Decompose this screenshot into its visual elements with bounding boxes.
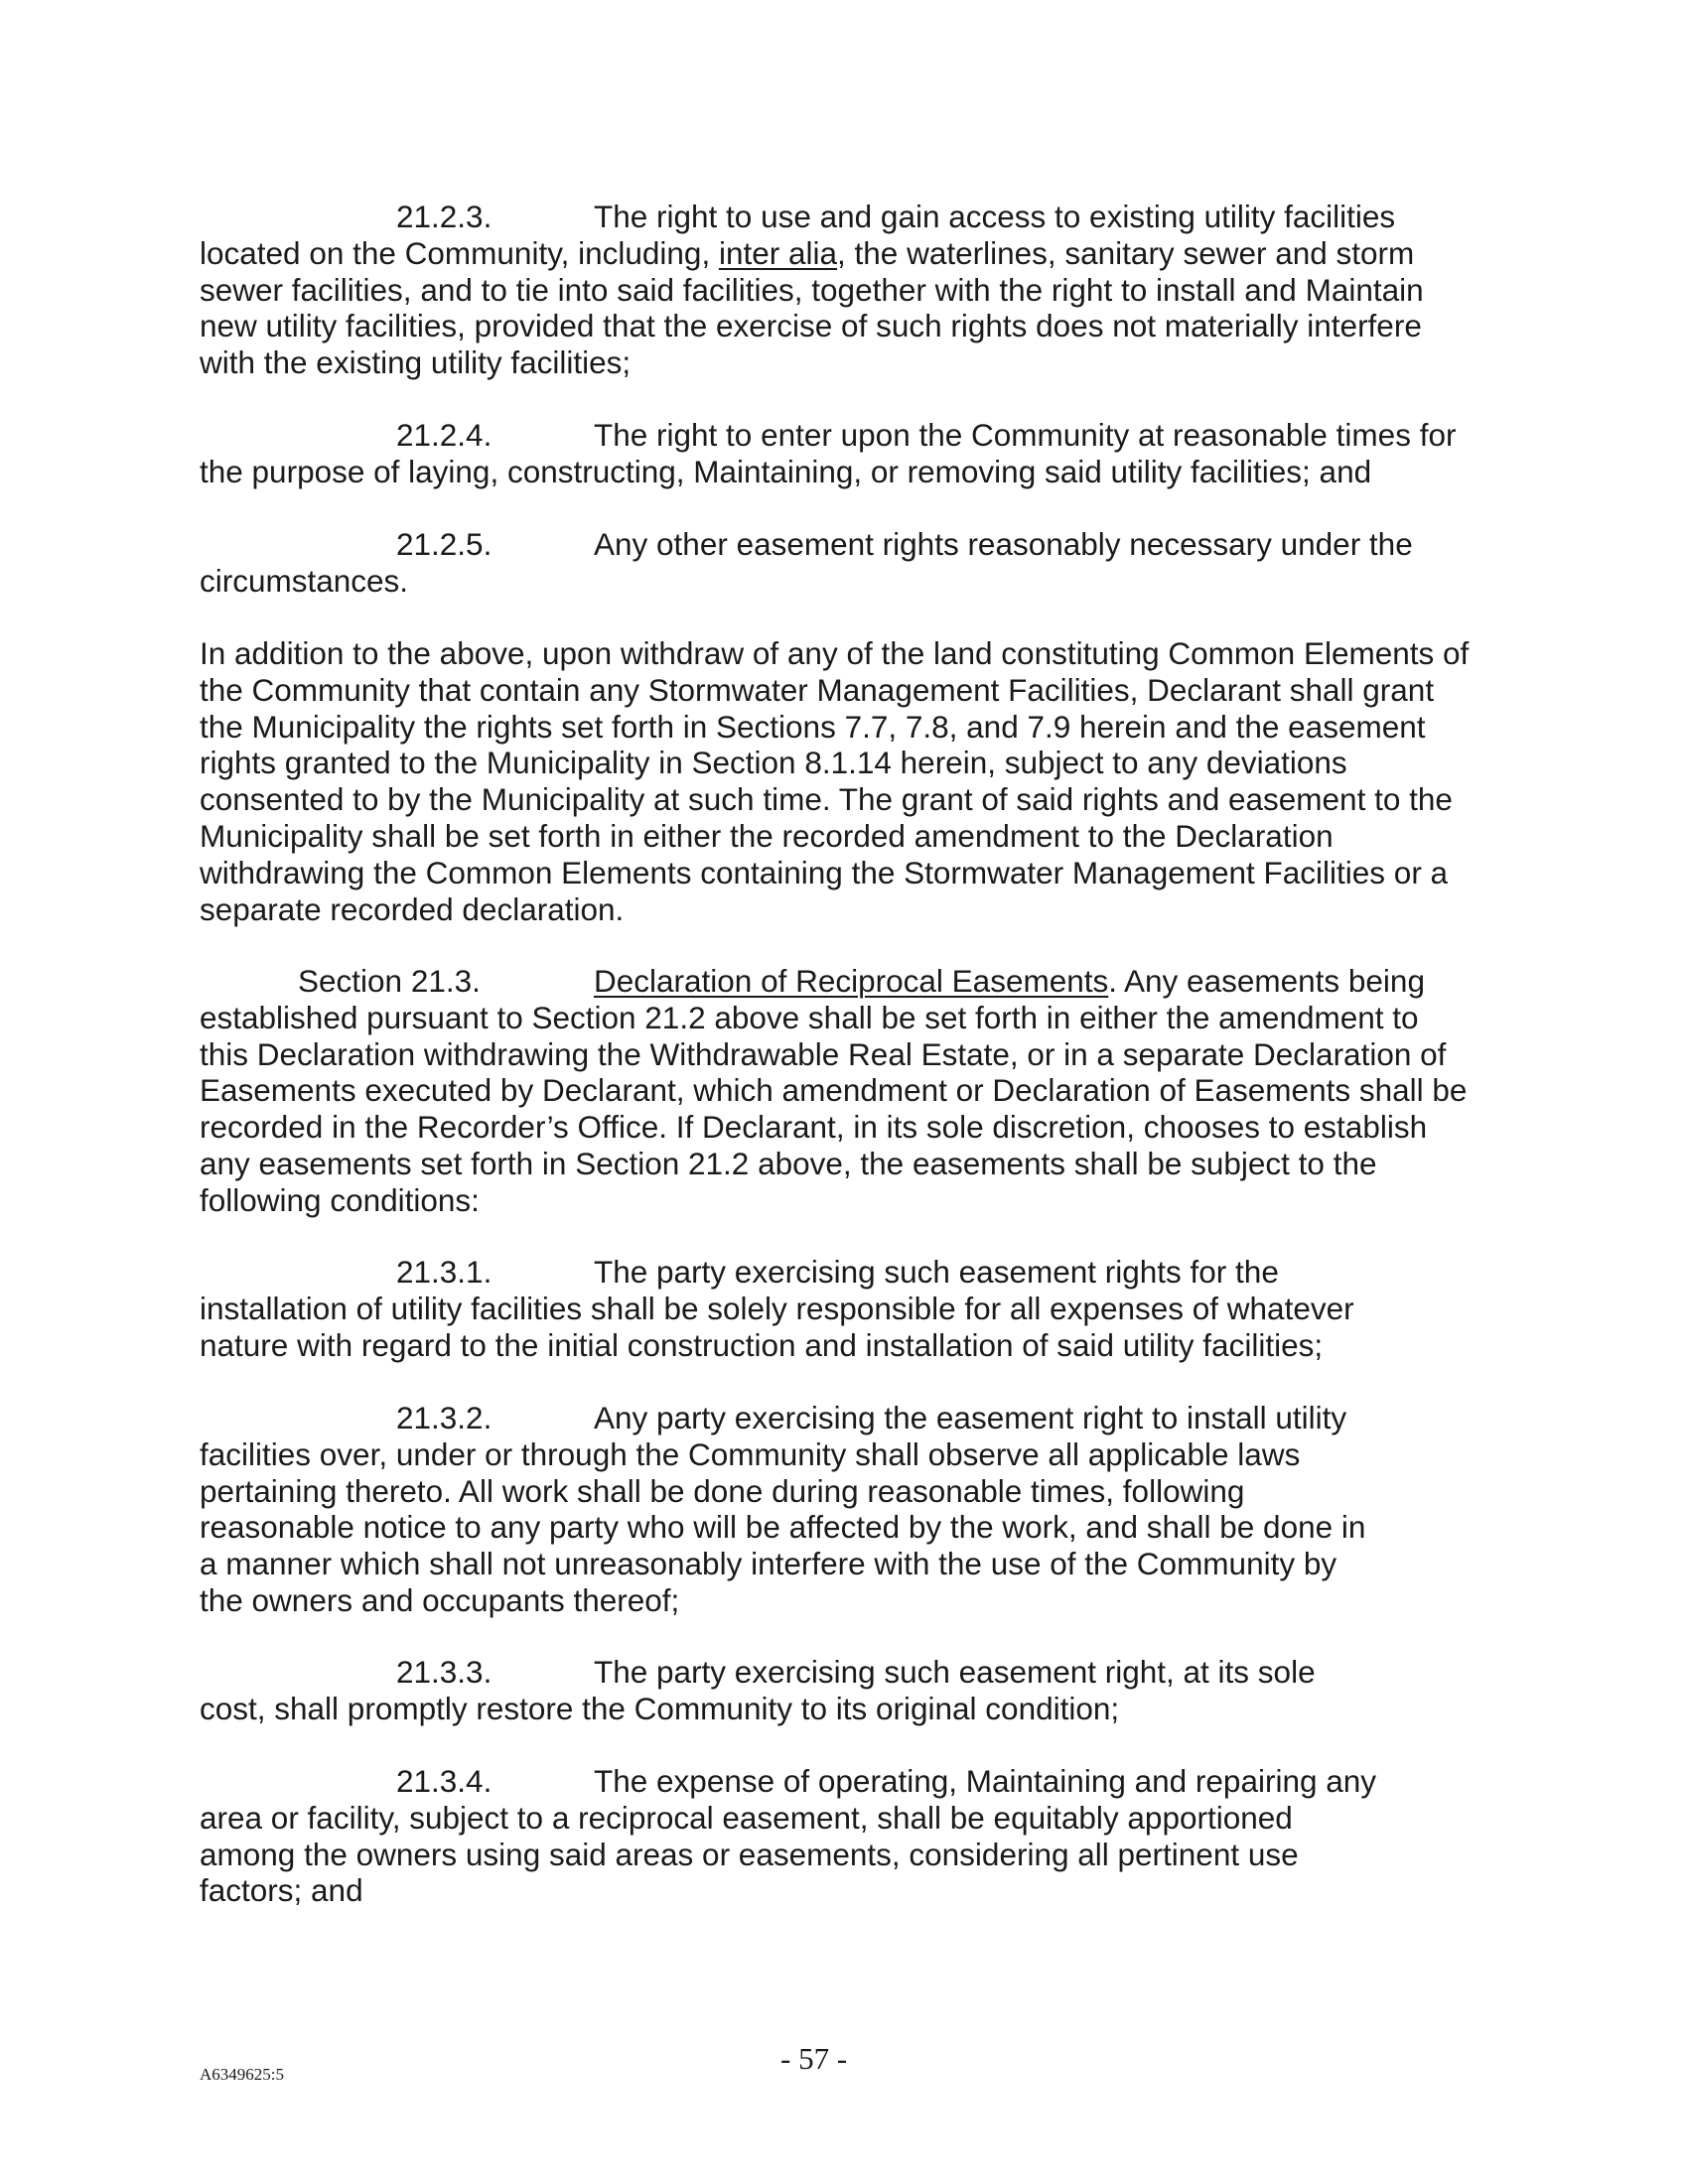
subsection-number: 21.2.4. — [396, 417, 492, 453]
subsection-number: 21.3.3. — [396, 1654, 492, 1690]
page-number: - 57 - — [780, 2041, 848, 2076]
document-id: A6349625:5 — [200, 2065, 284, 2084]
subsection-number: 21.3.4. — [396, 1763, 492, 1799]
section-number: Section 21.3. — [298, 963, 481, 999]
paragraph-in-addition: In addition to the above, upon withdraw of any of the land constituting Common Elements of the Community that contain any Stormwater Management Facilities, Declarant shall grant the Municipality the rights set forth in Sections 7.7, 7.8, and 7.9 herein and the easement rights granted to the Municipality in Section 8.1.14 herein, subject to any deviations consented to by the Municipality at such time. The grant of said rights and easement to the Municipality shall be set forth in either the recorded amendment to the Declaration withdrawing the Common Elements containing the Stormwater Management Facilities or a separate recorded declaration. — [200, 635, 1470, 927]
subsection-number: 21.2.3. — [396, 199, 492, 234]
paragraph-21-3-3: 21.3.3. The party exercising such easement right, at its sole cost, shall promptly restore the Community to its original condition; — [200, 1654, 1316, 1726]
inter-alia-underlined: inter alia — [718, 234, 838, 271]
subsection-number: 21.3.1. — [396, 1254, 492, 1290]
section-21-3: Section 21.3. Declaration of Reciprocal Easements. Any easements being established pursuant to Section 21.2 above shall be set forth in either the amendment to this Declaration withdrawing the Withdrawable Real Estate, or in a separate Declaration of Easements executed by Declarant, which amendment or Declaration of Easements shall be recorded in the Recorder’s Office. If Declarant, in its sole discretion, chooses to establish any easements set forth in Section 21.2 above, the easements shall be subject to the following conditions: — [200, 963, 1468, 1218]
paragraph-21-2-4: 21.2.4. The right to enter upon the Community at reasonable times for the purpose of laying, constructing, Maintaining, or removing said utility facilities; and — [200, 417, 1457, 489]
section-heading: Declaration of Reciprocal Easements — [594, 963, 1109, 999]
paragraph-21-3-4: 21.3.4. The expense of operating, Maintaining and repairing any area or facility, subject to a reciprocal easement, shall be equitably apportioned among the owners using said areas or easements, considering all pertinent use factors; and — [200, 1763, 1377, 1909]
paragraph-21-2-5: 21.2.5. Any other easement rights reasonably necessary under the circumstances. — [200, 526, 1413, 599]
paragraph-21-2-3: 21.2.3. The right to use and gain access to existing utility facilities located on the Community, including, inter alia, the waterlines, sanitary sewer and storm sewer facilities, and to tie into said facilities, together with the right to install and Maintain new utility facilities, provided that the exercise of such rights does not materially interfere with the existing utility facilities; — [200, 199, 1424, 381]
paragraph-21-3-2: 21.3.2. Any party exercising the easement right to install utility facilities over, under or through the Community shall observe all applicable laws pertaining thereto. All work shall be done during reasonable times, following reasonable notice to any party who will be affected by the work, and shall be done in a manner which shall not unreasonably interfere with the use of the Community by the owners and occupants thereof; — [200, 1400, 1366, 1618]
subsection-number: 21.3.2. — [396, 1400, 492, 1435]
subsection-number: 21.2.5. — [396, 526, 492, 562]
paragraph-21-3-1: 21.3.1. The party exercising such easement rights for the installation of utility facilities shall be solely responsible for all expenses of whatever nature with regard to the initial construction and installation of said utility facilities; — [200, 1254, 1354, 1363]
